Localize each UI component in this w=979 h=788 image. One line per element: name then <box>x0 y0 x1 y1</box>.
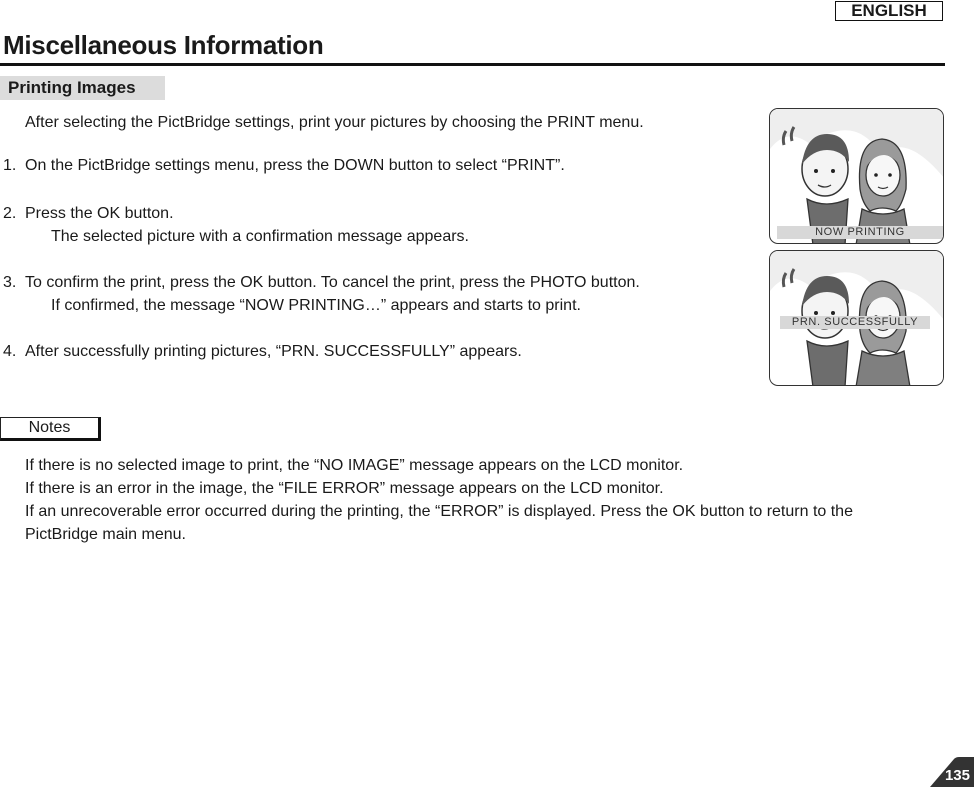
section-heading: Printing Images <box>0 76 165 100</box>
lcd-screen-prn-successfully <box>769 250 944 386</box>
note-line-3: If an unrecoverable error occurred during the printing, the “ERROR” is displayed. Press the OK button to return to the <box>25 503 853 520</box>
step-4-number: 4. <box>3 343 17 360</box>
step-3-number: 3. <box>3 274 17 291</box>
step-3-text: To confirm the print, press the OK button. To cancel the print, press the PHOTO button. <box>25 274 640 291</box>
couple-illustration <box>770 109 944 244</box>
step-1-number: 1. <box>3 157 17 174</box>
step-3-subtext: If confirmed, the message “NOW PRINTING…” appears and starts to print. <box>51 297 581 314</box>
note-line-4: PictBridge main menu. <box>25 526 186 543</box>
step-4-text: After successfully printing pictures, “PRN. SUCCESSFULLY” appears. <box>25 343 522 360</box>
page-number: 135 <box>944 767 970 784</box>
page-title: Miscellaneous Information <box>3 30 324 60</box>
lcd-message: NOW PRINTING <box>777 226 943 239</box>
step-2-subtext: The selected picture with a confirmation message appears. <box>51 228 469 245</box>
page-number-badge <box>930 757 974 787</box>
lcd-screen-now-printing <box>769 108 944 244</box>
notes-label: Notes <box>0 417 101 441</box>
title-divider <box>0 63 945 66</box>
step-2-text: Press the OK button. <box>25 205 174 222</box>
note-line-1: If there is no selected image to print, the “NO IMAGE” message appears on the LCD monitor. <box>25 457 684 474</box>
language-badge: ENGLISH <box>835 1 943 21</box>
lcd-message: PRN. SUCCESSFULLY <box>780 316 930 329</box>
step-2-number: 2. <box>3 205 17 222</box>
step-1-text: On the PictBridge settings menu, press the DOWN button to select “PRINT”. <box>25 157 565 174</box>
note-line-2: If there is an error in the image, the “FILE ERROR” message appears on the LCD monitor. <box>25 480 664 497</box>
intro-text: After selecting the PictBridge settings, print your pictures by choosing the PRINT menu. <box>25 114 644 131</box>
